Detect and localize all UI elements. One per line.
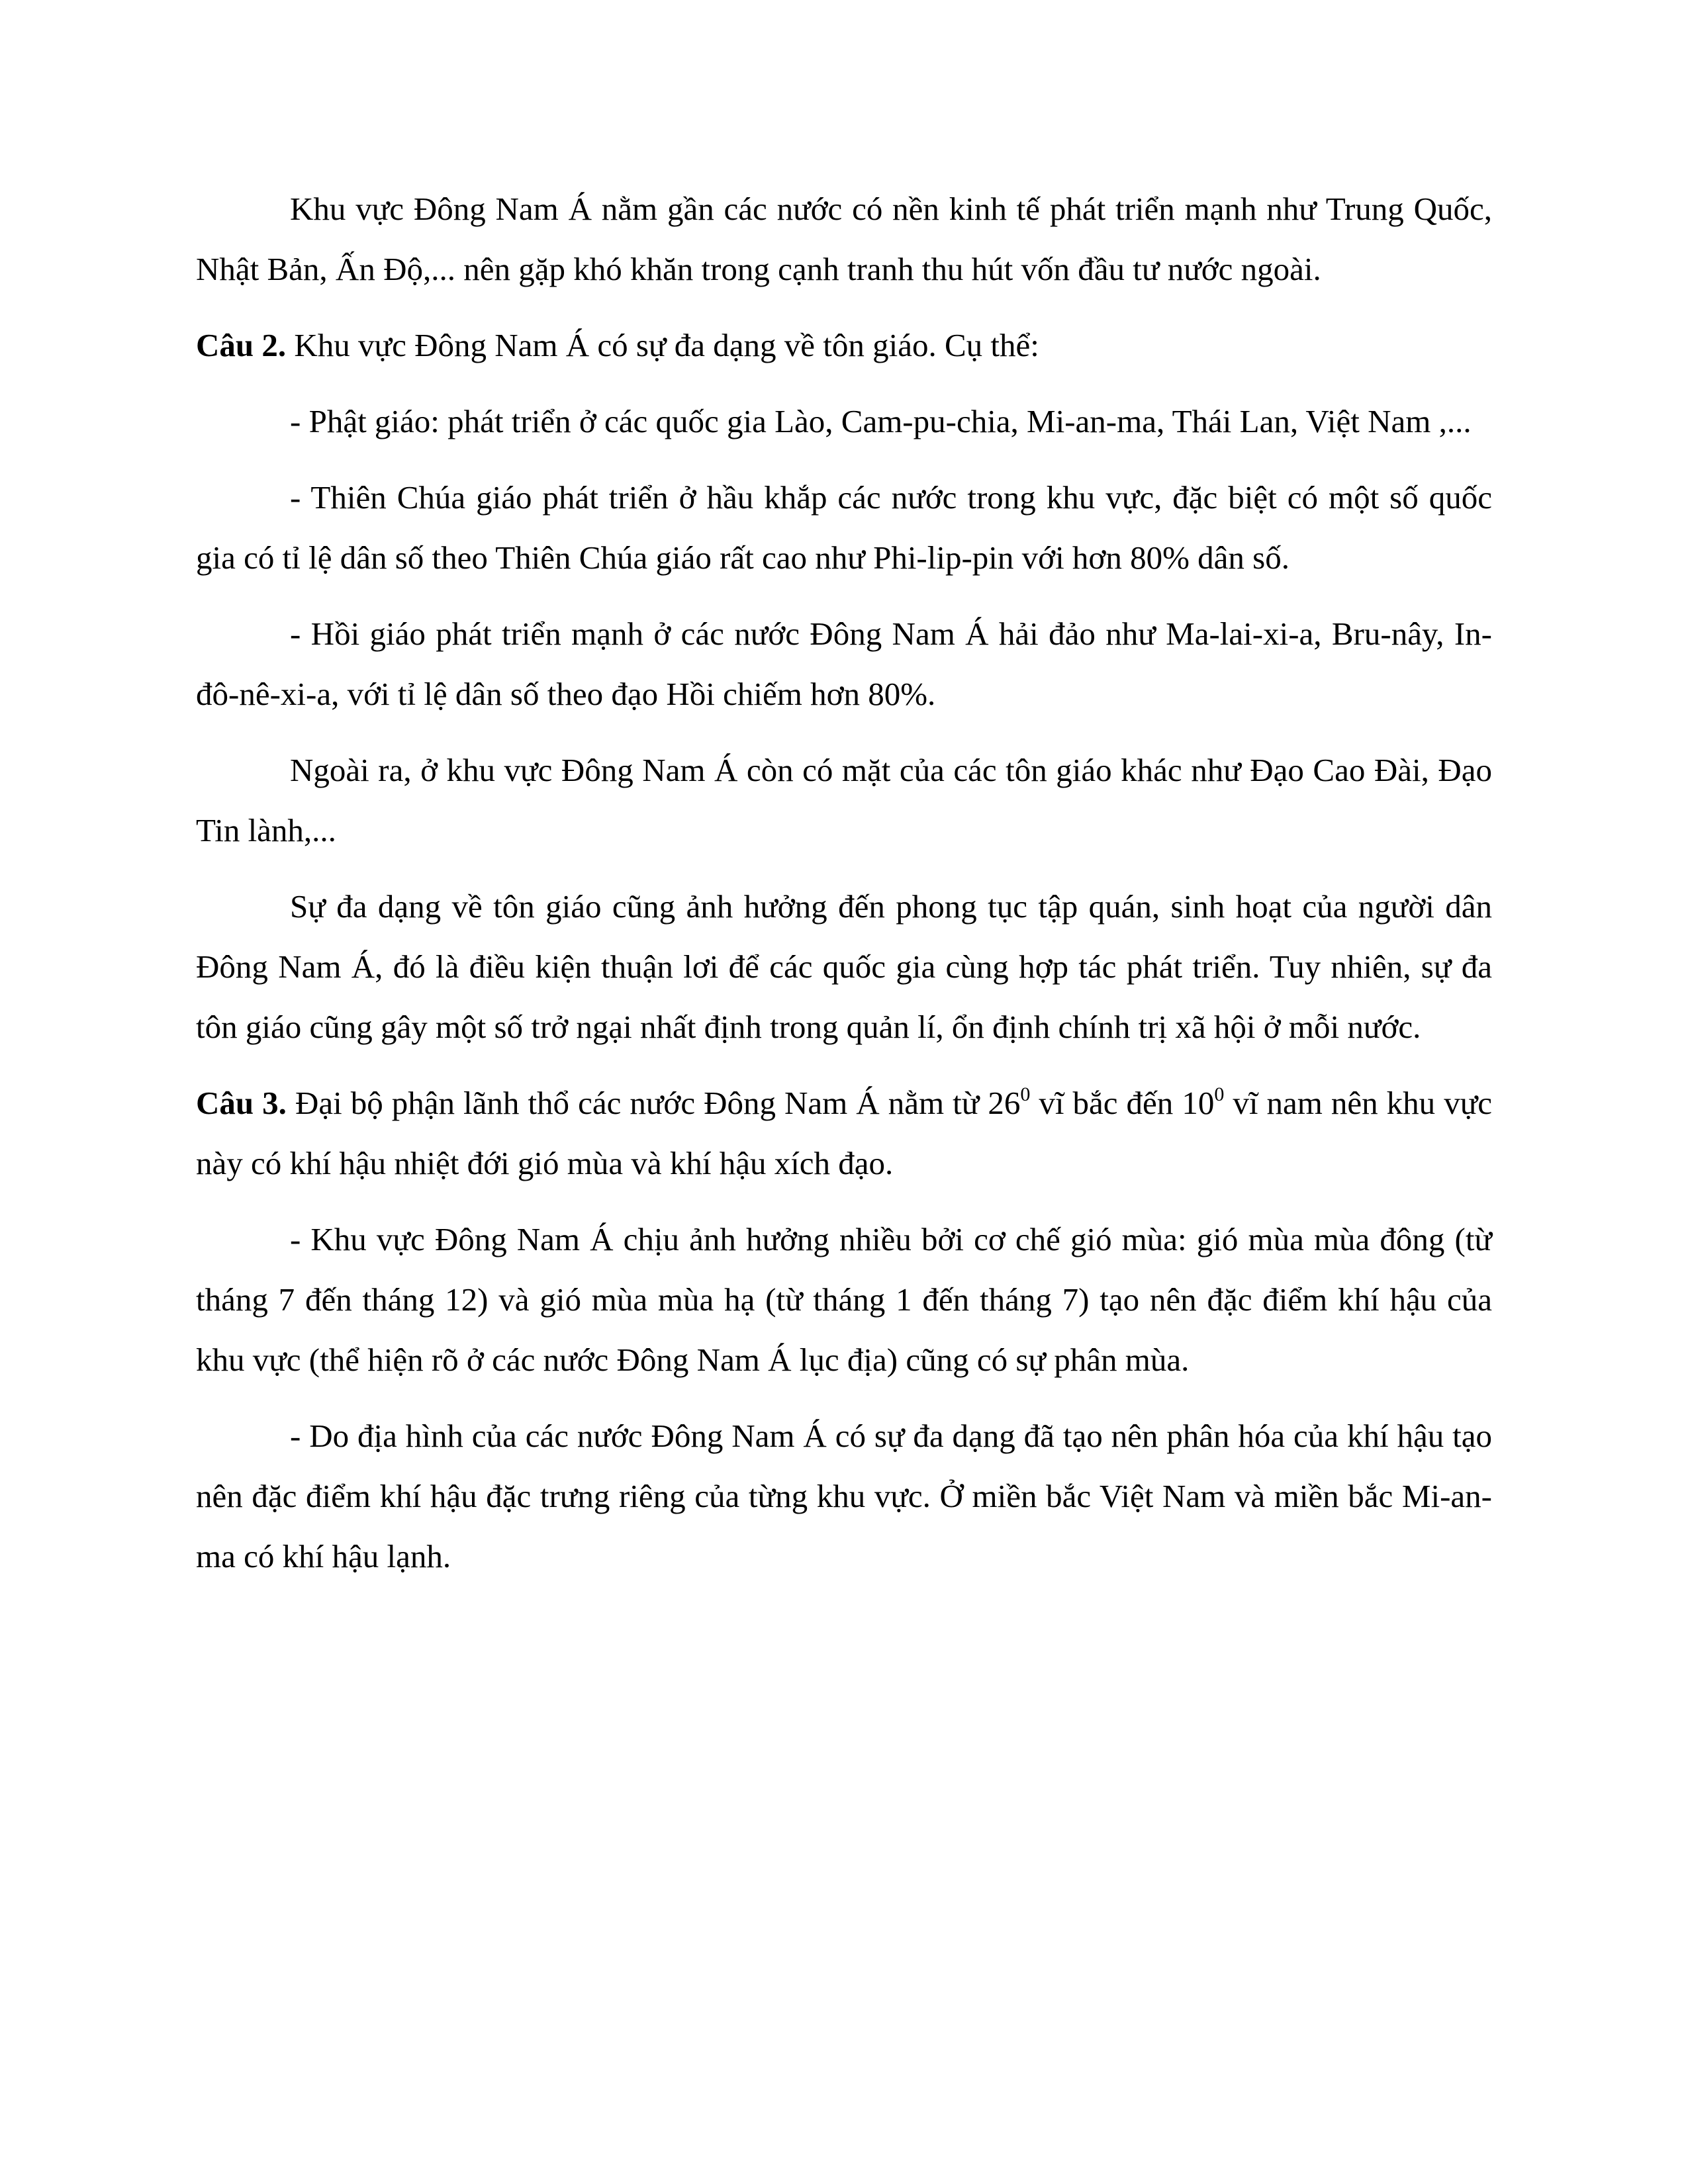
paragraph-christianity: - Thiên Chúa giáo phát triển ở hầu khắp các nước trong khu vực, đặc biệt có một số quốc gia có tỉ lệ dân số theo Thiên Chúa giáo rất cao như Phi-lip-pin với hơn 80% dân số. xyxy=(196,479,1492,576)
page-body xyxy=(196,179,1492,1586)
paragraph-terrain-climate: - Do địa hình của các nước Đông Nam Á có sự đa dạng đã tạo nên phân hóa của khí hậu tạo nên đặc điểm khí hậu đặc trưng riêng của từng khu vực. Ở miền bắc Việt Nam và miền bắc Mi-an-ma có khí hậu lạnh. xyxy=(196,1418,1492,1574)
paragraph-buddhism: - Phật giáo: phát triển ở các quốc gia Lào, Cam-pu-chia, Mi-an-ma, Thái Lan, Việt Nam ,... xyxy=(290,403,1472,439)
paragraph-islam: - Hồi giáo phát triển mạnh ở các nước Đông Nam Á hải đảo như Ma-lai-xi-a, Bru-nây, In-đô-nê-xi-a, với tỉ lệ dân số theo đạo Hồi chiếm hơn 80%. xyxy=(196,615,1492,712)
paragraph-monsoon: - Khu vực Đông Nam Á chịu ảnh hưởng nhiều bởi cơ chế gió mùa: gió mùa mùa đông (từ tháng 7 đến tháng 12) và gió mùa mùa hạ (từ tháng 1 đến tháng 7) tạo nên đặc điểm khí hậu của khu vực (thể hiện rõ ở các nước Đông Nam Á lục địa) cũng có sự phân mùa. xyxy=(196,1221,1492,1378)
question-3-text-b: vĩ bắc đến 10 xyxy=(1030,1085,1215,1121)
paragraph-religion-impact: Sự đa dạng về tôn giáo cũng ảnh hưởng đến phong tục tập quán, sinh hoạt của người dân Đông Nam Á, đó là điều kiện thuận lơi để các quốc gia cùng hợp tác phát triển. Tuy nhiên, sự đa tôn giáo cũng gây một số trở ngại nhất định trong quản lí, ổn định chính trị xã hội ở mỗi nước. xyxy=(196,888,1492,1045)
paragraph-investment: Khu vực Đông Nam Á nằm gần các nước có nền kinh tế phát triển mạnh như Trung Quốc, Nhật Bản, Ấn Độ,... nên gặp khó khăn trong cạnh tranh thu hút vốn đầu tư nước ngoài. xyxy=(196,191,1492,287)
question-3-label: Câu 3. xyxy=(196,1085,287,1121)
question-2-text: Khu vực Đông Nam Á có sự đa dạng về tôn giáo. Cụ thể: xyxy=(286,327,1039,363)
question-3-text-c: vĩ nam nên khu vực này có khí hậu nhiệt đới gió mùa và khí hậu xích đạo. xyxy=(196,1085,1492,1181)
question-2-heading xyxy=(196,315,1492,375)
question-3-text-a: Đại bộ phận lãnh thổ các nước Đông Nam Á nằm từ 26 xyxy=(286,1085,1021,1121)
question-3-heading xyxy=(196,1073,1492,1193)
degree-superscript: 0 xyxy=(1214,1083,1225,1105)
paragraph-other-religions: Ngoài ra, ở khu vực Đông Nam Á còn có mặt của các tôn giáo khác như Đạo Cao Đài, Đạo Tin lành,... xyxy=(196,752,1492,848)
question-2-label: Câu 2. xyxy=(196,327,287,363)
degree-superscript: 0 xyxy=(1020,1083,1031,1105)
